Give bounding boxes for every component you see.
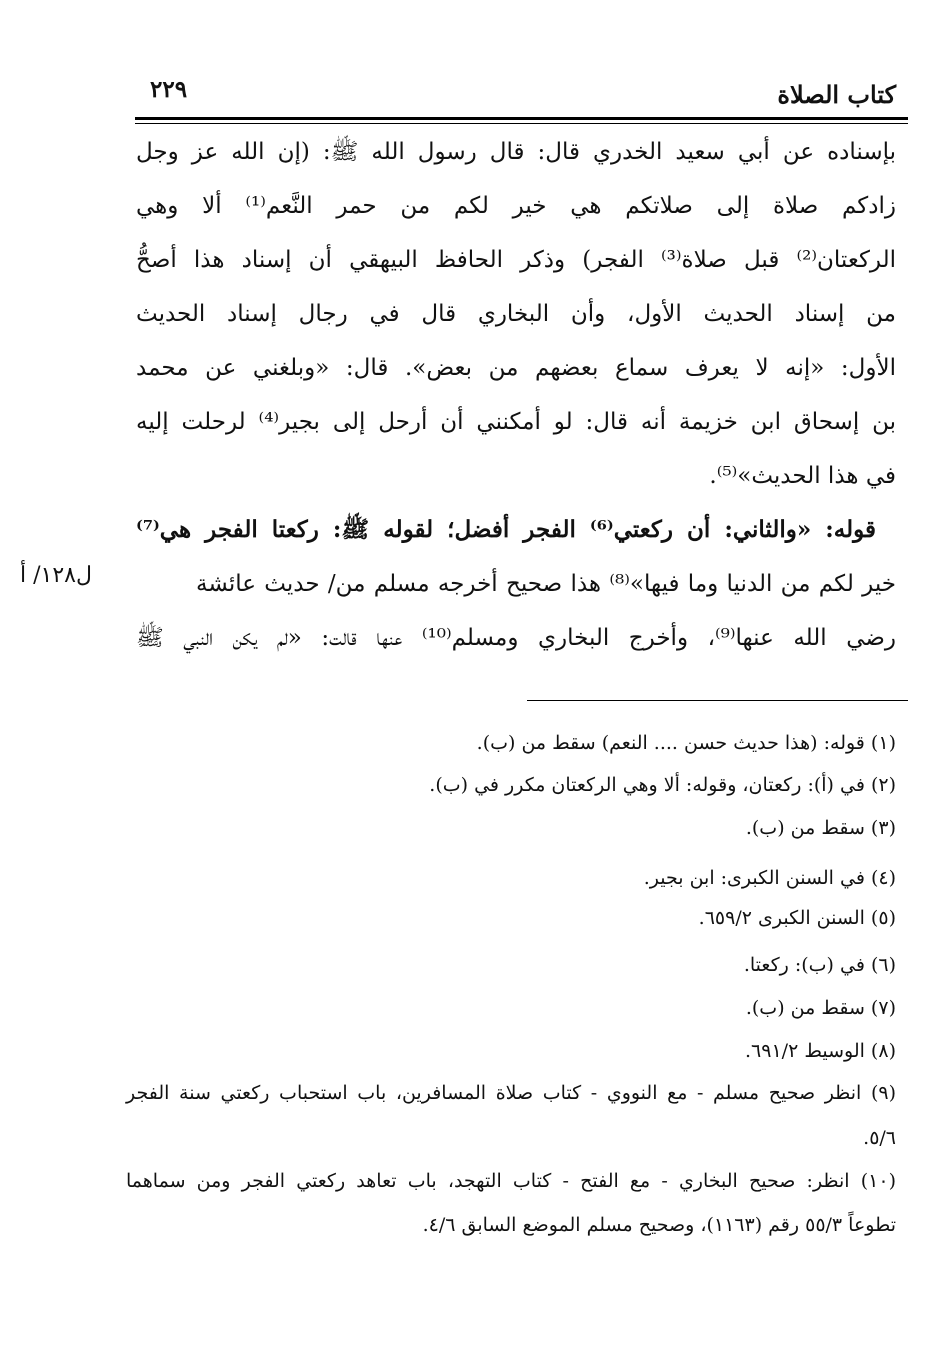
body-line-2: زادكم صلاة إلى صلاتكم هي خير لكم من حمر النَّعم⁽¹⁾ ألا وهي	[136, 193, 896, 219]
footnote-9-cont: ٥/٦.	[863, 1127, 896, 1149]
footnote-1: (١) قوله: (هذا حديث حسن .... النعم) سقط من (ب).	[476, 732, 896, 754]
body-line-3: الركعتان⁽²⁾ قبل صلاة⁽³⁾ الفجر) وذكر الحافظ البيهقي أن إسناد هذا أصحُّ	[136, 247, 896, 273]
page-number: ٢٢٩	[150, 76, 188, 103]
body-line-7: في هذا الحديث»⁽⁵⁾.	[709, 463, 896, 489]
footnote-6: (٦) في (ب): ركعتا.	[743, 954, 896, 976]
footnote-7: (٧) سقط من (ب).	[745, 997, 896, 1019]
footnote-9: (٩) انظر صحيح مسلم - مع النووي - كتاب صلاة المسافرين، باب استحباب ركعتي سنة الفجر	[126, 1082, 896, 1104]
body-line-6: بن إسحاق ابن خزيمة أنه قال: لو أمكنني أن أرحل إلى بجير⁽⁴⁾ لرحلت إليه	[136, 409, 896, 435]
body-line-9: خير لكم من الدنيا وما فيها»⁽⁸⁾ هذا صحيح أخرجه مسلم من/ حديث عائشة	[196, 571, 896, 597]
body-line-8: قوله: «والثاني: أن ركعتي⁽⁶⁾ الفجر أفضل؛ لقوله ﷺ: ركعتا الفجر هي⁽⁷⁾	[136, 516, 876, 543]
footnote-4: (٤) في السنن الكبرى: ابن بجير.	[643, 867, 896, 889]
body-line-1: بإسناده عن أبي سعيد الخدري قال: قال رسول الله ﷺ: (إن الله عز وجل	[136, 139, 896, 165]
footnote-separator	[527, 700, 908, 701]
footnote-2: (٢) في (أ): ركعتان، وقوله: ألا وهي الركعتان مكرر في (ب).	[429, 774, 896, 796]
header-rule-thin	[135, 123, 908, 124]
footnote-10-cont: تطوعاً ٥٥/٣ رقم (١١٦٣)، وصحيح مسلم الموضع السابق ٤/٦.	[422, 1214, 896, 1236]
body-line-5: الأول: «إنه لا يعرف سماع بعضهم من بعض». قال: «وبلغني عن محمد	[136, 355, 896, 381]
body-line-4: من إسناد الحديث الأول، وأن البخاري قال في رجال إسناد الحديث	[136, 301, 896, 327]
manuscript-folio-note: ل١٢٨/ أ	[20, 563, 92, 588]
header-rule-thick	[135, 117, 908, 120]
body-line-10: رضي الله عنها⁽⁹⁾، وأخرج البخاري ومسلم⁽¹⁰⁾ عنها قالت: «لم يكن النبي ﷺ	[136, 625, 897, 651]
running-header-title: كتاب الصلاة	[777, 80, 896, 109]
footnote-5: (٥) السنن الكبرى ٦٥٩/٢.	[698, 907, 896, 929]
footnote-8: (٨) الوسيط ٦٩١/٢.	[745, 1040, 896, 1062]
footnote-10: (١٠) انظر: صحيح البخاري - مع الفتح - كتاب التهجد، باب تعاهد ركعتي الفجر ومن سماهما	[126, 1170, 896, 1192]
footnote-3: (٣) سقط من (ب).	[745, 817, 896, 839]
